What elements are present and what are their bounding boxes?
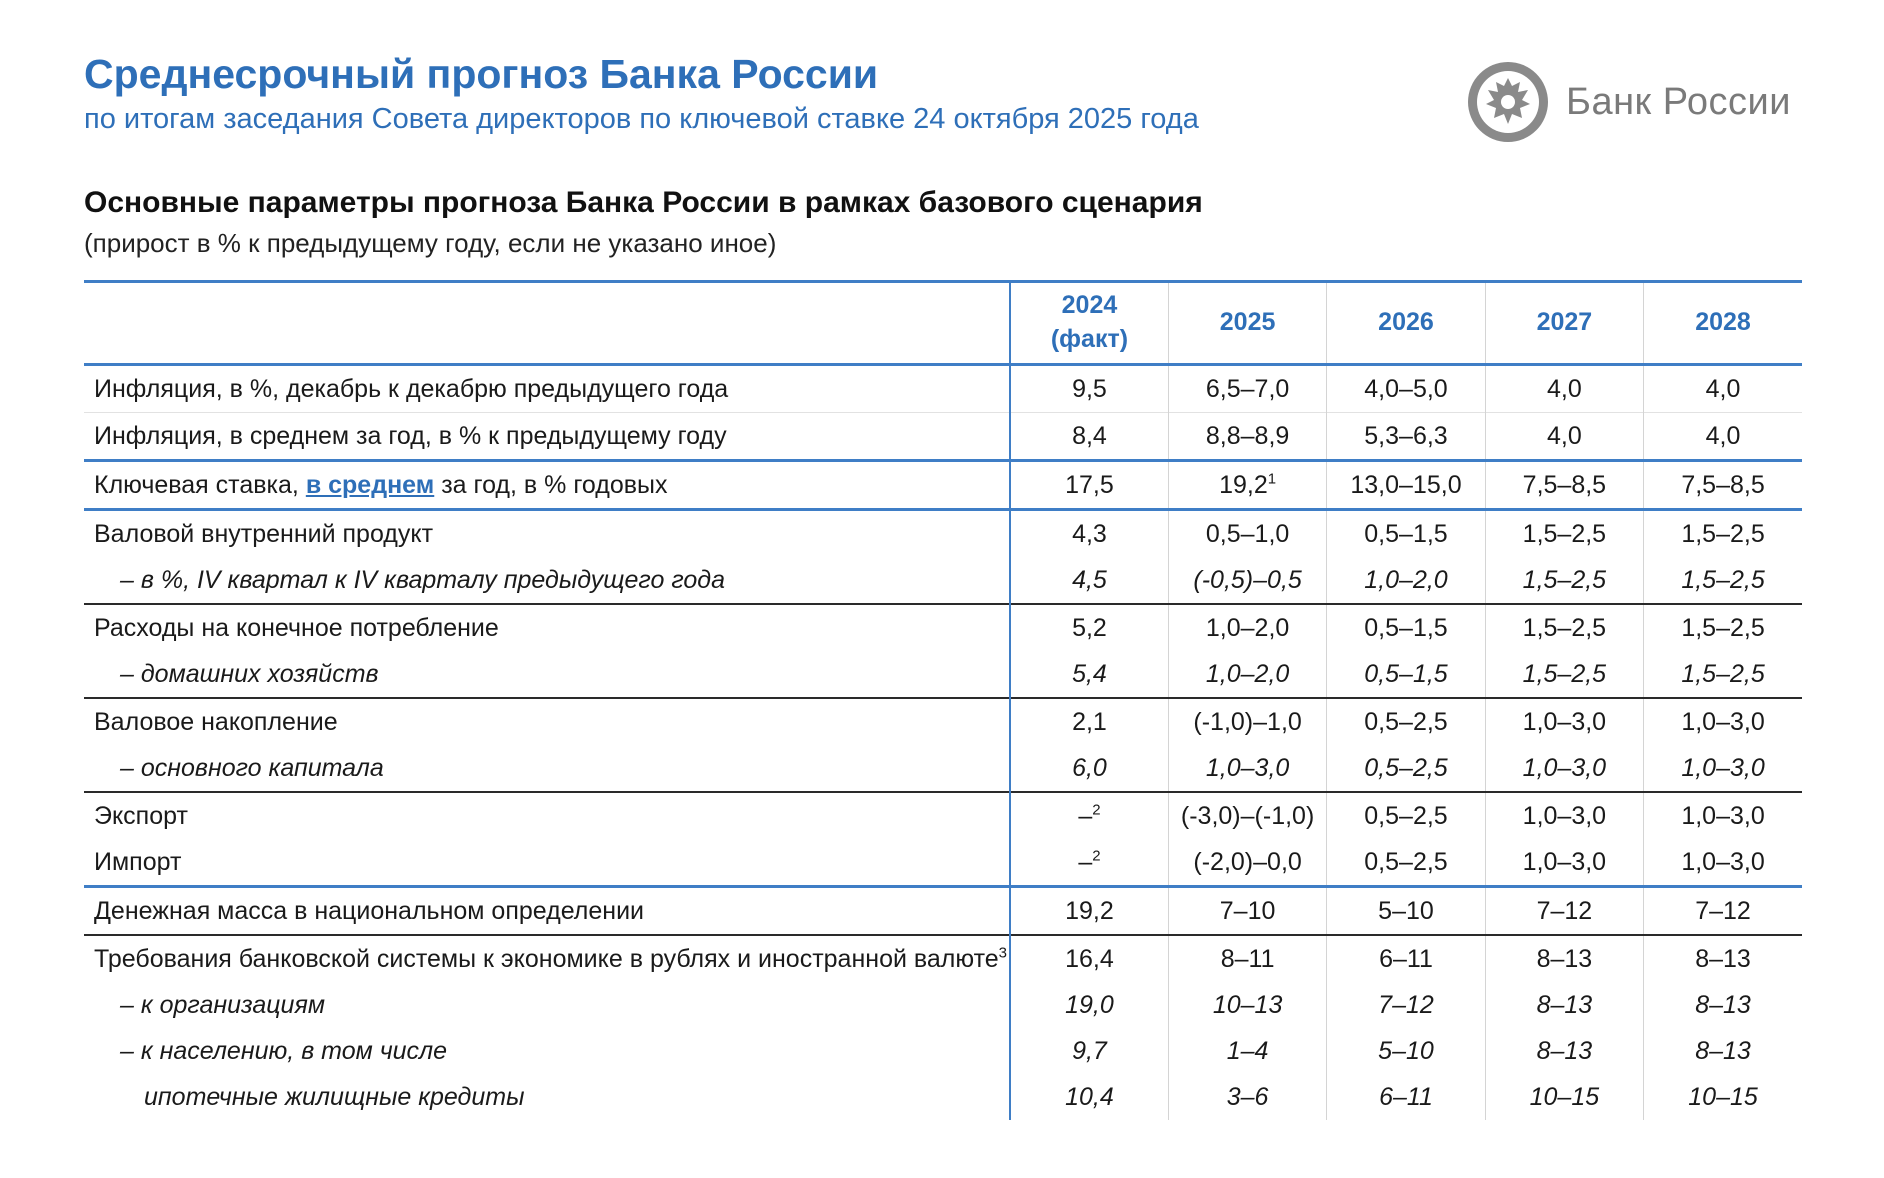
- cell-value: 1,0–3,0: [1485, 698, 1643, 745]
- cell-value: 4,3: [1010, 510, 1168, 558]
- bank-logo: [1466, 60, 1791, 144]
- row-label: Инфляция, в среднем за год, в % к предыдущему году: [84, 413, 1010, 461]
- cell-value: 1,5–2,5: [1485, 510, 1643, 558]
- footnote-mark: 3: [998, 944, 1007, 962]
- footnote-mark: 2: [1092, 847, 1101, 865]
- cell-value: 1,5–2,5: [1644, 510, 1802, 558]
- cell-value: 1,0–3,0: [1644, 698, 1802, 745]
- cell-value: 8–13: [1485, 1028, 1643, 1074]
- page-subtitle: по итогам заседания Совета директоров по ключевой ставке 24 октября 2025 года: [84, 103, 1199, 136]
- row-label: – домашних хозяйств: [120, 659, 379, 688]
- row-label: ипотечные жилищные кредиты: [144, 1082, 525, 1111]
- column-header-2024: [1010, 282, 1168, 365]
- table-row: [84, 1028, 1802, 1074]
- cell-value-text: –: [1078, 801, 1093, 830]
- cell-value: 8–13: [1485, 982, 1643, 1028]
- cell-value: 4,0: [1485, 413, 1643, 461]
- footnote-mark: 1: [1267, 470, 1277, 488]
- cell-value: 5,4: [1010, 651, 1168, 698]
- cell-value: 1,0–3,0: [1485, 745, 1643, 792]
- cell-value: 1,0–3,0: [1644, 745, 1802, 792]
- cell-value: 1,5–2,5: [1485, 604, 1643, 651]
- bank-name: Банк России: [1566, 80, 1792, 123]
- cell-value: 1,5–2,5: [1485, 557, 1643, 604]
- table-row: [84, 745, 1802, 792]
- column-header-2026: 2026: [1327, 282, 1485, 365]
- table-row: [84, 982, 1802, 1028]
- cell-value: 17,5: [1010, 461, 1168, 510]
- cell-value: 1,0–3,0: [1644, 839, 1802, 887]
- row-label: Расходы на конечное потребление: [84, 604, 1010, 651]
- cell-value: 1,0–3,0: [1485, 792, 1643, 839]
- row-label: Инфляция, в %, декабрь к декабрю предыдущего года: [94, 374, 729, 403]
- table-row: [84, 792, 1802, 839]
- cell-value: [1010, 839, 1168, 887]
- cell-value: 8–13: [1644, 935, 1802, 982]
- cell-value: 0,5–2,5: [1327, 792, 1485, 839]
- row-label: [84, 935, 1010, 982]
- cell-value: 6–11: [1327, 935, 1485, 982]
- cell-value: 7,5–8,5: [1644, 461, 1802, 510]
- forecast-table: [84, 280, 1802, 1120]
- cell-value: 7–10: [1168, 887, 1326, 936]
- table-subtitle: (прирост в % к предыдущему году, если не указано иное): [84, 228, 777, 258]
- cell-value: 1,5–2,5: [1644, 651, 1802, 698]
- cell-value: 13,0–15,0: [1327, 461, 1485, 510]
- cell-value: 9,5: [1010, 365, 1168, 413]
- cell-value: 4,0: [1644, 365, 1802, 413]
- cell-value: (-0,5)–0,5: [1168, 557, 1326, 604]
- row-label: – в %, IV квартал к IV кварталу предыдущего года: [120, 565, 726, 594]
- cell-value: 7–12: [1327, 982, 1485, 1028]
- cell-value: 0,5–2,5: [1327, 745, 1485, 792]
- cell-value: 1,0–2,0: [1168, 604, 1326, 651]
- table-title: Основные параметры прогноза Банка России в рамках базового сценария: [84, 186, 1203, 219]
- cell-value: 6–11: [1327, 1074, 1485, 1120]
- cell-value: 1,0–2,0: [1168, 651, 1326, 698]
- cell-value: 8,8–8,9: [1168, 413, 1326, 461]
- cell-value: 0,5–2,5: [1327, 698, 1485, 745]
- row-label: Денежная масса в национальном определении: [84, 887, 1010, 936]
- table-row: [84, 651, 1802, 698]
- row-label-text: Требования банковской системы к экономике в рублях и иностранной валюте: [94, 944, 999, 973]
- column-header-2027: 2027: [1485, 282, 1643, 365]
- row-label-pre: Ключевая ставка,: [94, 470, 306, 499]
- column-header-2025: 2025: [1168, 282, 1326, 365]
- cell-value: 10–15: [1644, 1074, 1802, 1120]
- cell-value: 7–12: [1485, 887, 1643, 936]
- table-row: [84, 604, 1802, 651]
- cell-value: 0,5–2,5: [1327, 839, 1485, 887]
- cell-value: 1,5–2,5: [1485, 651, 1643, 698]
- cell-value: 10,4: [1010, 1074, 1168, 1120]
- table-header-row: [84, 282, 1802, 365]
- cell-value: 8–13: [1644, 1028, 1802, 1074]
- cell-value: 4,0–5,0: [1327, 365, 1485, 413]
- cell-value: 6,0: [1010, 745, 1168, 792]
- cell-value: 1,5–2,5: [1644, 557, 1802, 604]
- header: [84, 52, 1199, 136]
- cell-value: [1010, 792, 1168, 839]
- cell-value: 16,4: [1010, 935, 1168, 982]
- cell-value: 5,3–6,3: [1327, 413, 1485, 461]
- average-link[interactable]: в среднем: [305, 470, 435, 499]
- cell-value: 4,0: [1485, 365, 1643, 413]
- row-label: Импорт: [94, 847, 182, 876]
- cell-value: 1–4: [1168, 1028, 1326, 1074]
- cell-value: 8–11: [1168, 935, 1326, 982]
- cell-value: (-3,0)–(-1,0): [1168, 792, 1326, 839]
- row-label: Валовое накопление: [84, 698, 1010, 745]
- cell-value: 1,0–3,0: [1485, 839, 1643, 887]
- cell-value: 5–10: [1327, 1028, 1485, 1074]
- table-row: [84, 1074, 1802, 1120]
- cell-value: 1,0–3,0: [1168, 745, 1326, 792]
- table-row: [84, 365, 1802, 413]
- cell-value: 8,4: [1010, 413, 1168, 461]
- column-header-2028: 2028: [1644, 282, 1802, 365]
- cell-value: 1,0–3,0: [1644, 792, 1802, 839]
- row-label-post: за год, в % годовых: [434, 470, 668, 499]
- cell-value: 5–10: [1327, 887, 1485, 936]
- row-label: Экспорт: [84, 792, 1010, 839]
- cell-value: 19,2: [1010, 887, 1168, 936]
- row-label: Валовой внутренний продукт: [84, 510, 1010, 558]
- footnote-mark: 2: [1092, 801, 1101, 819]
- cell-value: 10–15: [1485, 1074, 1643, 1120]
- column-year: 2024: [1061, 291, 1118, 320]
- cell-value: 6,5–7,0: [1168, 365, 1326, 413]
- cell-value: 0,5–1,5: [1327, 651, 1485, 698]
- cell-value: 1,0–2,0: [1327, 557, 1485, 604]
- table-row: [84, 461, 1802, 510]
- cell-value: 5,2: [1010, 604, 1168, 651]
- table-row: [84, 698, 1802, 745]
- cell-value: 0,5–1,5: [1327, 604, 1485, 651]
- cell-value: 3–6: [1168, 1074, 1326, 1120]
- table-row: [84, 839, 1802, 887]
- row-label: – к организациям: [120, 990, 325, 1019]
- cell-value: 7–12: [1644, 887, 1802, 936]
- cell-value: 4,0: [1644, 413, 1802, 461]
- table-row: [84, 935, 1802, 982]
- cell-value: 8–13: [1644, 982, 1802, 1028]
- cell-value: 10–13: [1168, 982, 1326, 1028]
- cell-value: 0,5–1,5: [1327, 510, 1485, 558]
- cell-value: 4,5: [1010, 557, 1168, 604]
- table-row: [84, 557, 1802, 604]
- cell-value: 7,5–8,5: [1485, 461, 1643, 510]
- cell-value: 1,5–2,5: [1644, 604, 1802, 651]
- cell-value: (-2,0)–0,0: [1168, 839, 1326, 887]
- cell-value: 9,7: [1010, 1028, 1168, 1074]
- cell-value-text: 19,2: [1219, 470, 1268, 499]
- cell-value: (-1,0)–1,0: [1168, 698, 1326, 745]
- table-row: [84, 887, 1802, 936]
- header-blank: [84, 282, 1010, 365]
- cell-value: 19,0: [1010, 982, 1168, 1028]
- row-label: [84, 461, 1010, 510]
- row-label: – к населению, в том числе: [120, 1036, 448, 1065]
- table-row: [84, 413, 1802, 461]
- double-headed-eagle-emblem-icon: [1466, 60, 1550, 144]
- row-label: – основного капитала: [120, 753, 384, 782]
- cell-value: 0,5–1,0: [1168, 510, 1326, 558]
- cell-value: 2,1: [1010, 698, 1168, 745]
- column-note: (факт): [1050, 325, 1129, 353]
- cell-value: 8–13: [1485, 935, 1643, 982]
- table-row: [84, 510, 1802, 558]
- page-title: Среднесрочный прогноз Банка России: [84, 51, 879, 97]
- cell-value-text: –: [1078, 847, 1093, 876]
- cell-value: [1168, 461, 1326, 510]
